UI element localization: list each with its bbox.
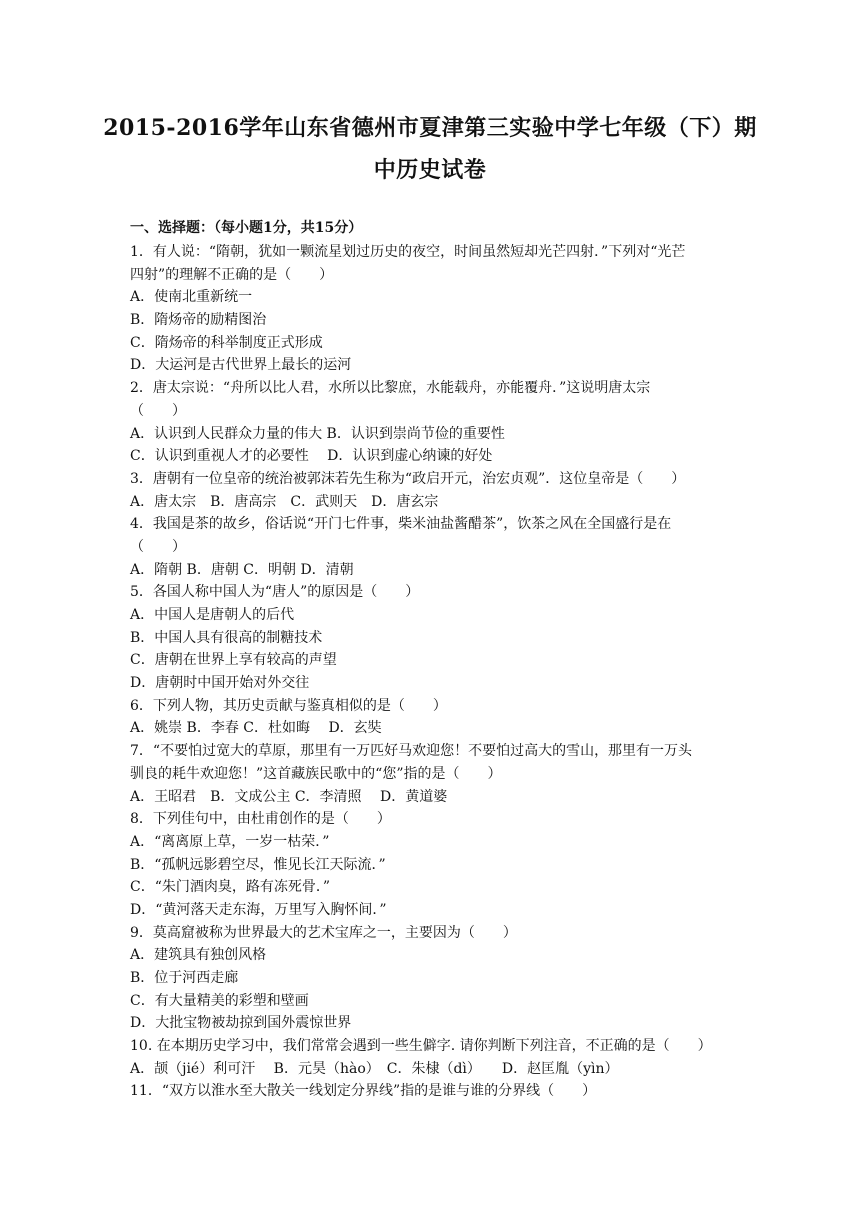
text-line: C．唐朝在世界上享有较高的声望 [130,652,337,669]
text-line: C．隋炀帝的科举制度正式形成 [130,334,323,351]
text-line: A．中国人是唐朝人的后代 [130,607,295,623]
section-heading: 一、选择题：（每小题1分，共15分） [130,220,363,236]
text-line: D．大运河是古代世界上最长的运河 [130,357,352,374]
text-line: C．认识到重视人才的必要性 D．认识到虚心纳谏的好处 [130,448,493,465]
exam-title-line-2: 中历史试卷 [373,157,487,183]
exam-title-line-1: 2015-2016学年山东省德州市夏津第三实验中学七年级（下）期 [103,115,757,141]
text-line: 6．下列人物，其历史贡献与鉴真相似的是（ ） [130,697,447,714]
text-line: A．使南北重新统一 [130,289,253,306]
text-line: A．王昭君 B．文成公主 C．李清照 D．黄道婆 [130,788,448,805]
text-line: D．“黄河落天走东海，万里写入胸怀间．” [130,901,387,918]
text-line: C．“朱门酒肉臭，路有冻死骨．” [130,879,331,896]
text-line: A．唐太宗 B．唐高宗 C．武则天 D．唐玄宗 [130,493,439,510]
text-line: C．有大量精美的彩塑和壁画 [130,992,309,1009]
text-line: 11．“双方以淮水至大散关一线划定分界线”指的是谁与谁的分界线（ ） [130,1083,597,1100]
text-line: 3．唐朝有一位皇帝的统治被郭沫若先生称为“政启开元，治宏贞观”．这位皇帝是（ ） [130,470,686,487]
text-line: 5．各国人称中国人为“唐人”的原因是（ ） [130,584,420,601]
text-line: （ ） [130,402,186,419]
text-line: B．位于河西走廊 [130,970,239,986]
text-line: （ ） [130,538,186,555]
text-line: 10. 在本期历史学习中，我们常常会遇到一些生僻字. 请你判断下列注音，不正确的是（ ） [130,1038,712,1055]
text-line: 4．我国是茶的故乡，俗话说“开门七件事，柴米油盐酱醋茶”，饮茶之风在全国盛行是在 [130,516,672,533]
text-line: 2．唐太宗说：“舟所以比人君，水所以比黎庶，水能载舟，亦能覆舟．”这说明唐太宗 [130,380,651,397]
text-line: A．颉（jié）利可汗 B．元昊（hào） C．朱棣（dì） D．赵匡胤（yìn） [130,1060,619,1077]
text-line: D．大批宝物被劫掠到国外震惊世界 [130,1015,352,1032]
text-line: A．认识到人民群众力量的伟大 B．认识到崇尚节俭的重要性 [130,425,505,442]
text-line: D．唐朝时中国开始对外交往 [130,675,310,692]
question-list [130,241,740,1103]
text-line: 四射”的理解不正确的是（ ） [130,266,334,283]
text-line: 驯良的耗牛欢迎您！”这首藏族民歌中的“您”指的是（ ） [130,765,502,782]
text-line: A．姚崇 B．李春 C．杜如晦 D．玄奘 [130,720,382,737]
text-line: 8．下列佳句中，由杜甫创作的是（ ） [130,811,391,828]
text-line: 1．有人说：“隋朝，犹如一颗流星划过历史的夜空，时间虽然短却光芒四射．”下列对“光芒 [130,244,686,260]
text-line: A．隋朝 B．唐朝 C．明朝 D．清朝 [130,561,354,578]
text-line: A．“离离原上草，一岁一枯荣．” [130,833,330,850]
text-line: B．隋炀帝的励精图治 [130,312,267,329]
text-line: A．建筑具有独创风格 [130,947,267,964]
text-line: B．中国人具有很高的制糖技术 [130,629,323,646]
text-line: 7．“不要怕过宽大的草原，那里有一万匹好马欢迎您！不要怕过高大的雪山，那里有一万头 [130,743,693,760]
text-line: B．“孤帆远影碧空尽，惟见长江天际流．” [130,856,386,873]
text-line: 9．莫高窟被称为世界最大的艺术宝库之一，主要因为（ ） [130,924,517,941]
